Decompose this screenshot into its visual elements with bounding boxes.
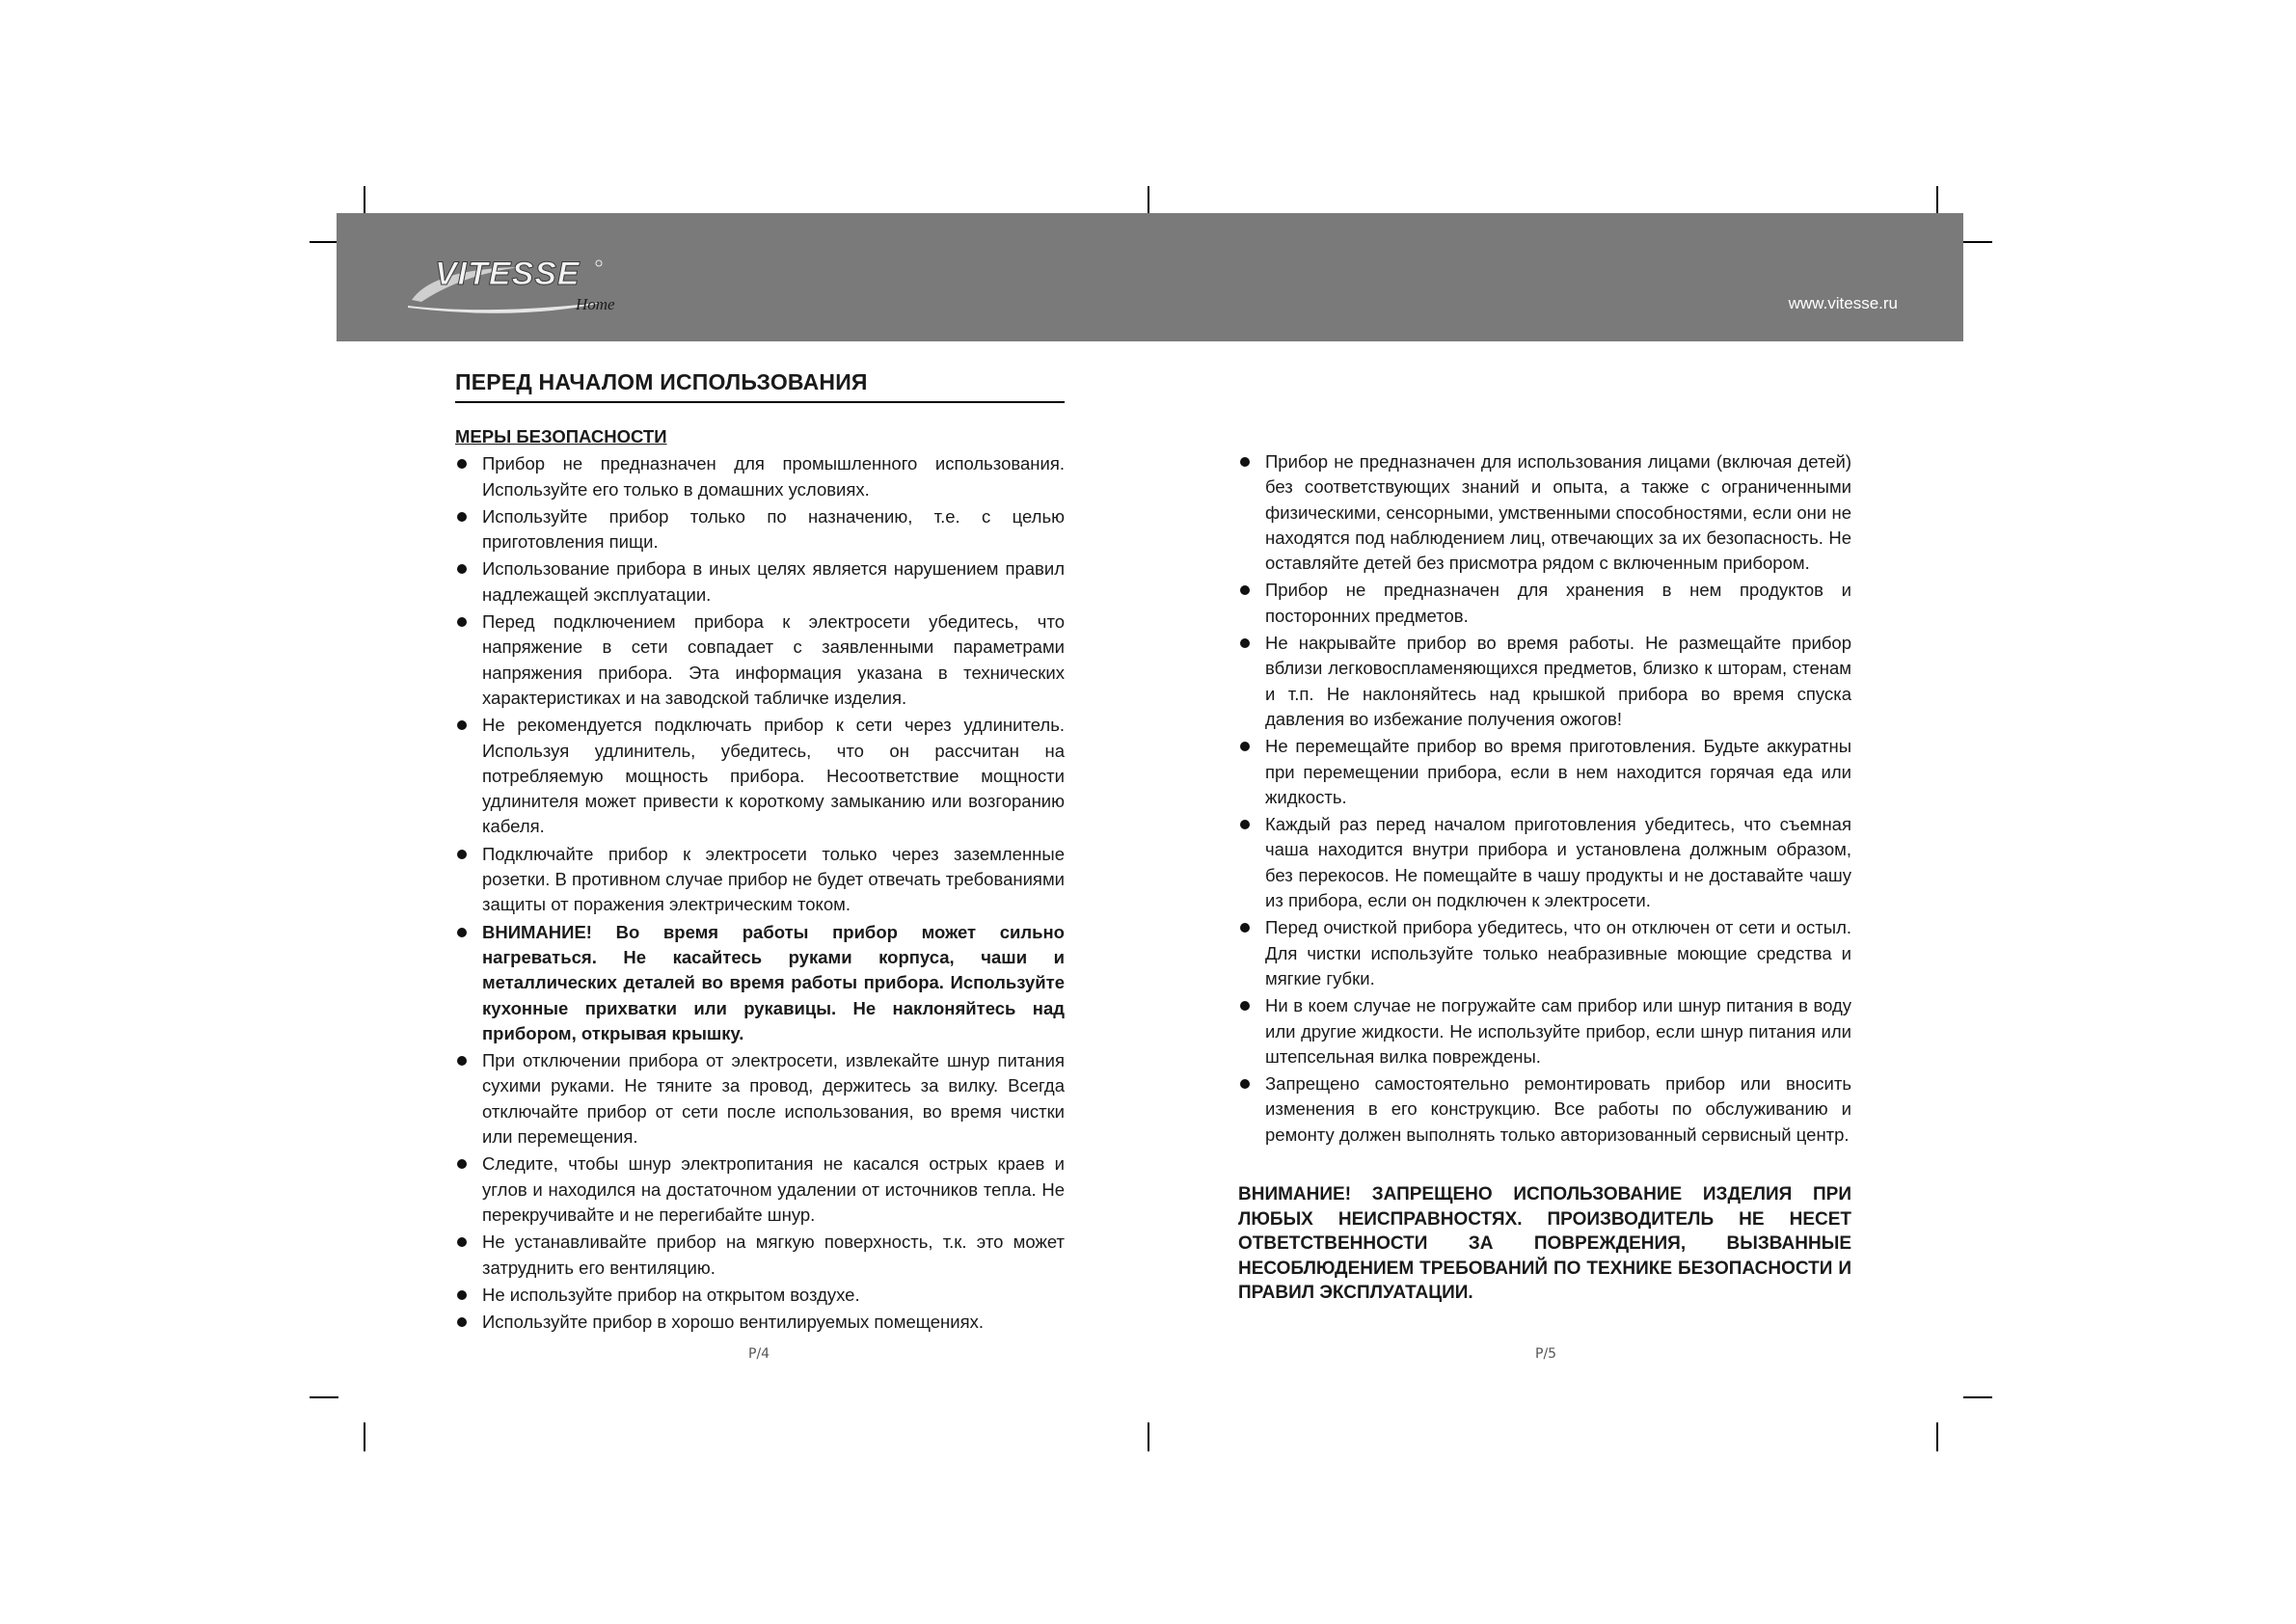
website-url[interactable]: www.vitesse.ru (1788, 294, 1898, 312)
vitesse-logo (404, 252, 645, 319)
crop-mark (364, 186, 365, 215)
header-band (337, 213, 1963, 341)
page-number-right: P/5 (1535, 1346, 1557, 1362)
list-item: Использование прибора в иных целях является нарушением правил надлежащей эксплуатации. (455, 556, 1065, 608)
list-item: Не устанавливайте прибор на мягкую поверхность, т.к. это может затруднить его вентиляцию. (455, 1230, 1065, 1281)
crop-mark (310, 1396, 338, 1398)
list-item: Подключайте прибор к электросети только через заземленные розетки. В противном случае прибор не будет отвечать требованиями защиты от поражения электрическим током. (455, 842, 1065, 918)
list-item: Прибор не предназначен для использования лицами (включая детей) без соответствующих знаний и опыта, а также с ограниченными физическими, сенсорными, умственными способностями, если они не находятся под наблюдением лиц, отвечающих за их безопасность. Не оставляйте детей без присмотра рядом с включенным прибором. (1238, 449, 1851, 576)
logo-sub: Home (576, 295, 615, 313)
crop-mark (1148, 1422, 1149, 1451)
section-title: МЕРЫ БЕЗОПАСНОСТИ (455, 426, 667, 447)
list-item: Ни в коем случае не погружайте сам прибор или шнур питания в воду или другие жидкости. Не используйте прибор, если шнур питания или штепсельная вилка повреждены. (1238, 993, 1851, 1069)
logo-text: VITESSE (435, 256, 581, 292)
list-item: Перед очисткой прибора убедитесь, что он отключен от сети и остыл. Для чистки используйте только неабразивные моющие средства и мягкие губки. (1238, 915, 1851, 991)
list-item-warning: ВНИМАНИЕ! Во время работы прибор может сильно нагреваться. Не касайтесь руками корпуса, чаши и металлических деталей во время работы прибора. Используйте кухонные прихватки или рукавицы. Не наклоняйтесь над прибором, открывая крышку. (455, 920, 1065, 1046)
final-warning: ВНИМАНИЕ! ЗАПРЕЩЕНО ИСПОЛЬЗОВАНИЕ ИЗДЕЛИЯ ПРИ ЛЮБЫХ НЕИСПРАВНОСТЯХ. ПРОИЗВОДИТЕЛЬ НЕ НЕСЕТ ОТВЕТСТВЕННОСТИ ЗА ПОВРЕЖДЕНИЯ, ВЫЗВАННЫЕ НЕСОБЛЮДЕНИЕМ ТРЕБОВАНИЙ ПО ТЕХНИКЕ БЕЗОПАСНОСТИ И ПРАВИЛ ЭКСПЛУАТАЦИИ. (1238, 1184, 1851, 1304)
crop-mark (1963, 241, 1992, 243)
crop-mark (1148, 186, 1149, 215)
list-item: Не рекомендуется подключать прибор к сети через удлинитель. Используя удлинитель, убедитесь, что он рассчитан на потребляемую мощность прибора. Несоответствие мощности удлинителя может привести к короткому замыканию или возгоранию кабеля. (455, 713, 1065, 839)
right-column (1238, 449, 1851, 1306)
list-item: Не перемещайте прибор во время приготовления. Будьте аккуратны при перемещении прибора, если в нем находится горячая еда или жидкость. (1238, 734, 1851, 810)
list-item: Запрещено самостоятельно ремонтировать прибор или вносить изменения в его конструкцию. Все работы по обслуживанию и ремонту должен выполнять только авторизованный сервисный центр. (1238, 1071, 1851, 1148)
list-item: Не используйте прибор на открытом воздухе. (455, 1283, 1065, 1308)
list-item: Прибор не предназначен для промышленного использования. Используйте его только в домашних условиях. (455, 451, 1065, 502)
safety-list-right (1238, 449, 1851, 1148)
left-column (455, 366, 1065, 1337)
list-item: Перед подключением прибора к электросети убедитесь, что напряжение в сети совпадает с заявленными параметрами напряжения прибора. Эта информация указана в технических характеристиках и на заводской табличке изделия. (455, 609, 1065, 711)
crop-mark (1963, 1396, 1992, 1398)
safety-list-left (455, 451, 1065, 1335)
page-number-left: P/4 (748, 1346, 770, 1362)
crop-mark (1936, 1422, 1938, 1451)
list-item: Используйте прибор в хорошо вентилируемых помещениях. (455, 1310, 1065, 1335)
list-item: Используйте прибор только по назначению, т.е. с целью приготовления пищи. (455, 504, 1065, 555)
page-title: ПЕРЕД НАЧАЛОМ ИСПОЛЬЗОВАНИЯ (455, 366, 1065, 403)
crop-mark (1936, 186, 1938, 215)
crop-mark (310, 241, 338, 243)
list-item: Не накрывайте прибор во время работы. Не размещайте прибор вблизи легковоспламеняющихся предметов, близко к шторам, стенам и т.п. Не наклоняйтесь над крышкой прибора во время спуска давления во избежание получения ожогов! (1238, 631, 1851, 732)
list-item: Следите, чтобы шнур электропитания не касался острых краев и углов и находился на достаточном удалении от источников тепла. Не перекручивайте и не перегибайте шнур. (455, 1151, 1065, 1228)
list-item: Прибор не предназначен для хранения в нем продуктов и посторонних предметов. (1238, 578, 1851, 629)
list-item: Каждый раз перед началом приготовления убедитесь, что съемная чаша находится внутри прибора и установлена должным образом, без перекосов. Не помещайте в чашу продукты и не доставайте чашу из прибора, если он подключен к электросети. (1238, 812, 1851, 913)
list-item: При отключении прибора от электросети, извлекайте шнур питания сухими руками. Не тяните за провод, держитесь за вилку. Всегда отключайте прибор от сети после использования, во время чистки или перемещения. (455, 1048, 1065, 1150)
crop-mark (364, 1422, 365, 1451)
